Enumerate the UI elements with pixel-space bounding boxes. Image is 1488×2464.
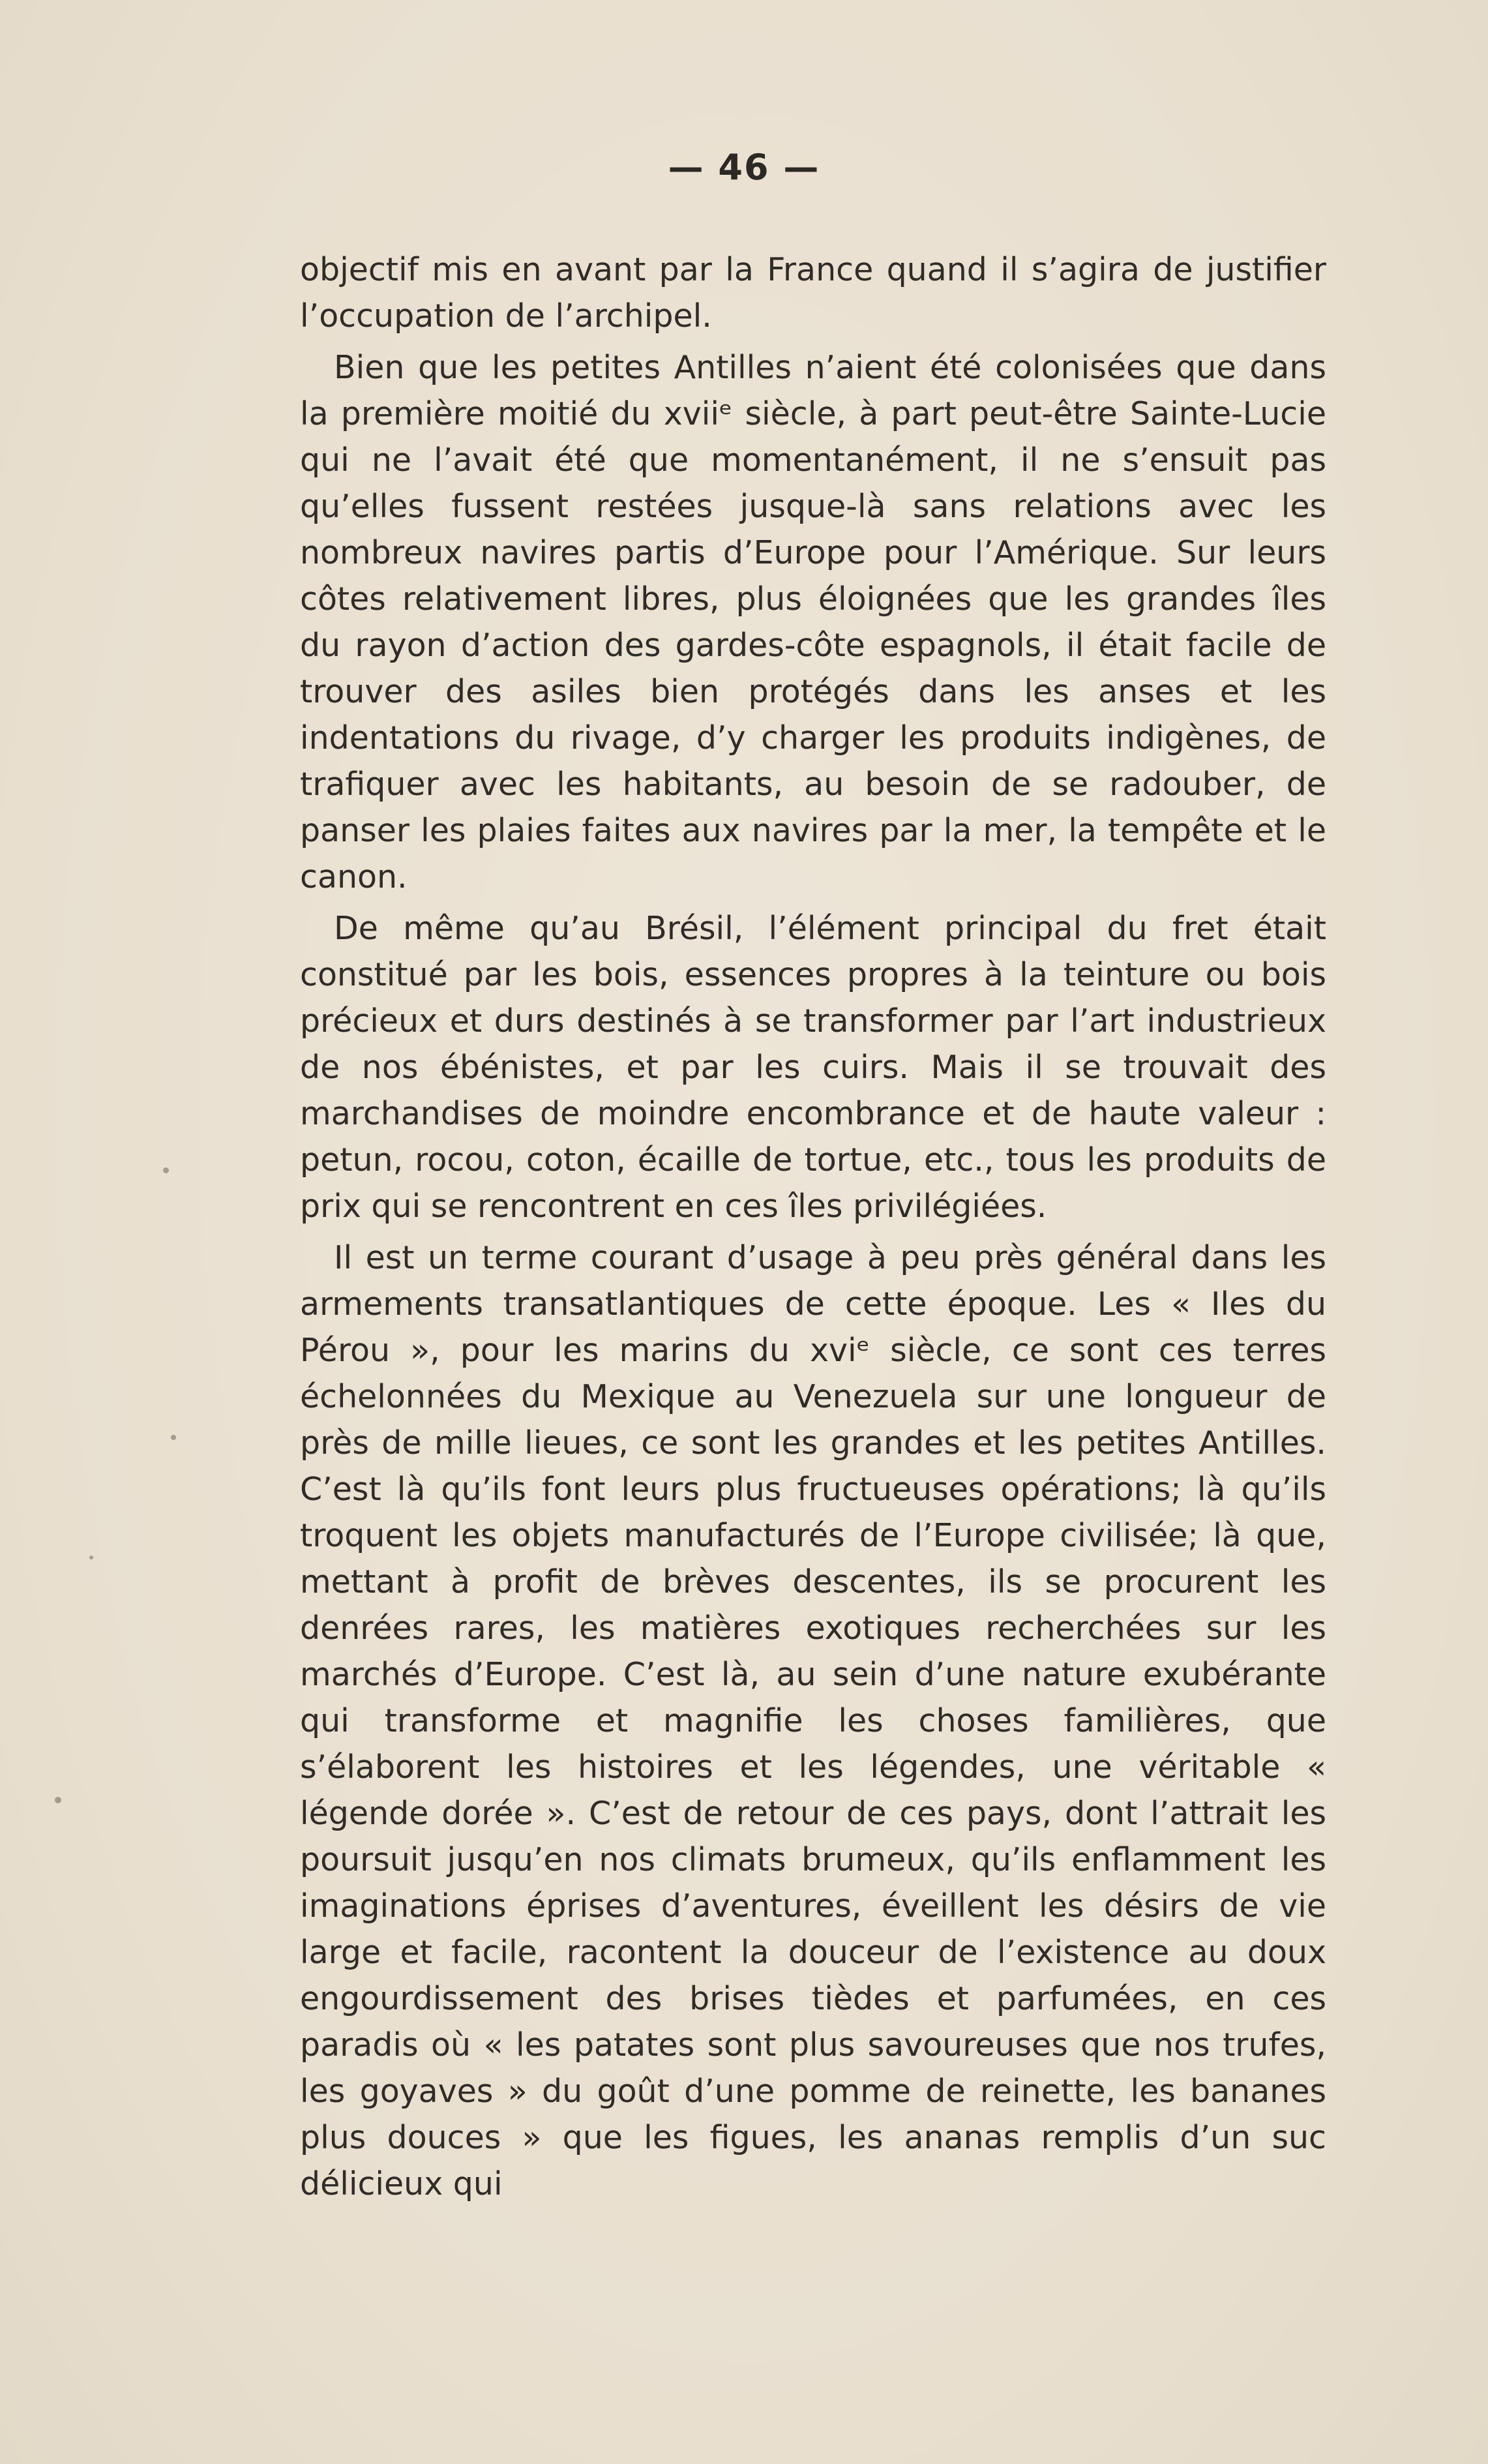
paragraph-3: De même qu’au Brésil, l’élément principal du fret était constitué par les bois, essences propres à la teinture ou bois précieux et durs destinés à se transformer par l’art industrieux de nos ébénistes, et par les cuirs. Mais il se trouvait des marchandises de moindre encombrance et de haute valeur : petun, rocou, coton, écaille de tortue, etc., tous les produits de prix qui se rencontrent en ces îles privilégiées.	[300, 910, 1326, 1225]
paper-speck	[163, 1167, 169, 1173]
paper-speck	[89, 1555, 93, 1559]
body-text	[300, 247, 1326, 2207]
paragraph-1: objectif mis en avant par la France quand il s’agira de justifier l’occupation de l’archipel.	[300, 251, 1326, 335]
paragraph-4: Il est un terme courant d’usage à peu près général dans les armements transatlantiques de cette époque. Les « Iles du Pérou », pour les marins du xviᵉ siècle, ce sont ces terres échelonnées du Mexique au Venezuela sur une longueur de près de mille lieues, ce sont les grandes et les petites Antilles. C’est là qu’ils font leurs plus fructueuses opérations; là qu’ils troquent les objets manufacturés de l’Europe civilisée; là que, mettant à profit de brèves descentes, ils se procurent les denrées rares, les matières exotiques recherchées sur les marchés d’Europe. C’est là, au sein d’une nature exubérante qui transforme et magnifie les choses familières, que s’élaborent les histoires et les légendes, une véritable « légende dorée ». C’est de retour de ces pays, dont l’attrait les poursuit jusqu’en nos climats brumeux, qu’ils enflamment les imaginations éprises d’aventures, éveillent les désirs de vie large et facile, racontent la douceur de l’existence au doux engourdissement des brises tièdes et parfumées, en ces paradis où « les patates sont plus savoureuses que nos trufes, les goyaves » du goût d’une pomme de reinette, les bananes plus douces » que les figues, les ananas remplis d’un suc délicieux qui	[300, 1239, 1326, 2202]
paper-speck	[171, 1435, 176, 1440]
paper-speck	[55, 1797, 61, 1803]
page-number: — 46 —	[668, 147, 820, 188]
paragraph-2: Bien que les petites Antilles n’aient été colonisées que dans la première moitié du xviiᵉ siècle, à part peut-être Sainte-Lucie qui ne l’avait été que momentanément, il ne s’ensuit pas qu’elles fussent restées jusque-là sans relations avec les nombreux navires partis d’Europe pour l’Amérique. Sur leurs côtes relativement libres, plus éloignées que les grandes îles du rayon d’action des gardes-côte espagnols, il était facile de trouver des asiles bien protégés dans les anses et les indentations du rivage, d’y charger les produits indigènes, de trafiquer avec les habitants, au besoin de se radouber, de panser les plaies faites aux navires par la mer, la tempête et le canon.	[300, 349, 1326, 895]
